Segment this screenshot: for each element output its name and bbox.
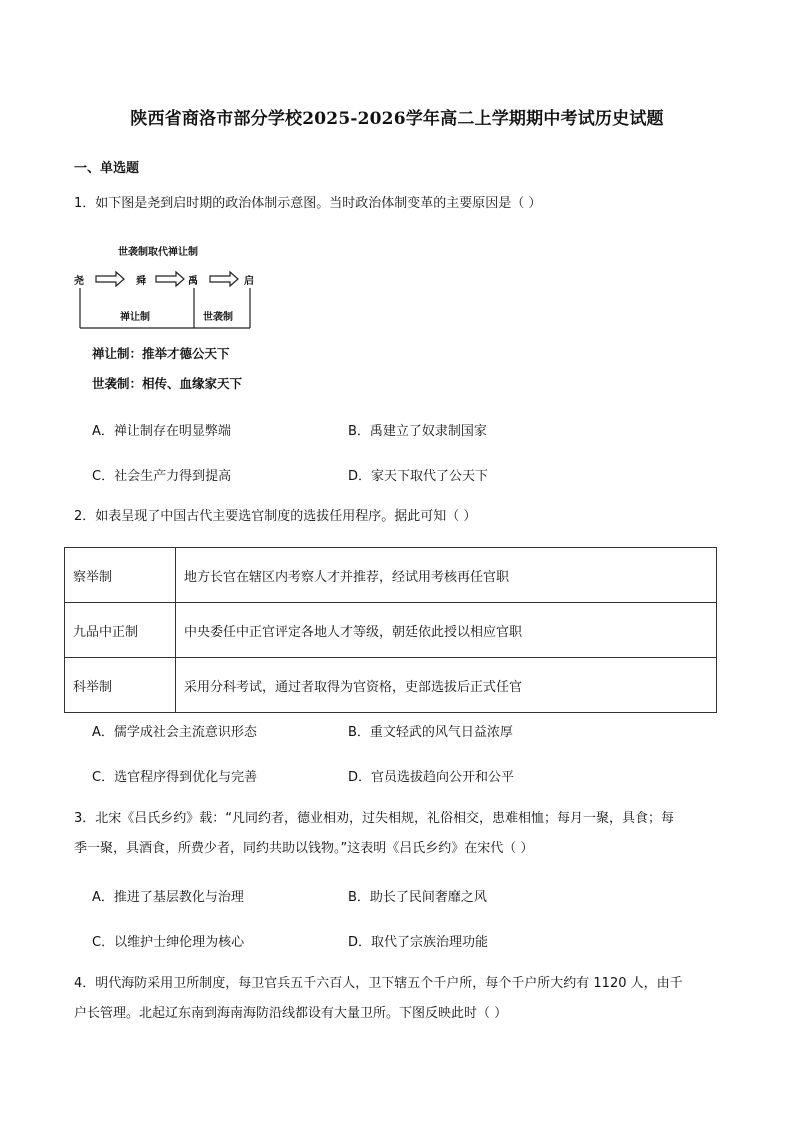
- diagram-node-yao: 尧: [74, 276, 84, 287]
- question-3-stem-line1: 3．北宋《吕氏乡约》载：“凡同约者，德业相劝，过失相规，礼俗相交，患难相恤；每月一聚，具食；每: [74, 811, 675, 826]
- q3-option-c[interactable]: C．以维护士绅伦理为核心: [92, 935, 245, 950]
- diagram-caption-1: 禅让制：推举才德公天下: [92, 346, 230, 361]
- table-cell-desc: 地方长官在辖区内考察人才并推荐，经试用考核再任官职: [176, 548, 717, 603]
- q3-option-d[interactable]: D．取代了宗族治理功能: [348, 935, 489, 950]
- q3-option-b[interactable]: B．助长了民间奢靡之风: [348, 890, 487, 905]
- question-4-stem-line1: 4．明代海防采用卫所制度，每卫官兵五千六百人，卫下辖五个千户所，每个千户所大约有 1120 人，由千: [74, 976, 683, 991]
- q3-option-a[interactable]: A．推进了基层教化与治理: [92, 890, 244, 905]
- q2-option-d[interactable]: D．官员选拔趋向公开和公平: [348, 770, 515, 785]
- q1-option-b[interactable]: B．禹建立了奴隶制国家: [348, 424, 487, 439]
- diagram-lines: [72, 238, 272, 338]
- page-title: 陕西省商洛市部分学校2025-2026学年高二上学期期中考试历史试题: [130, 109, 664, 129]
- diagram-top-label: 世袭制取代禅让制: [118, 247, 198, 258]
- table-row: [65, 603, 717, 658]
- diagram-node-shun: 舜: [136, 276, 146, 287]
- table-cell-name: 科举制: [65, 658, 176, 713]
- diagram-caption-2: 世袭制：相传、血缘家天下: [92, 376, 243, 391]
- q2-option-b[interactable]: B．重文轻武的风气日益浓厚: [348, 725, 513, 740]
- diagram-span-shanrang: 禅让制: [120, 312, 150, 323]
- table-cell-name: 察举制: [65, 548, 176, 603]
- table-cell-name: 九品中正制: [65, 603, 176, 658]
- question-2-stem: 2．如表呈现了中国古代主要选官制度的选拔任用程序。据此可知（ ）: [74, 509, 477, 524]
- question-3-stem-line2: 季一聚，具酒食，所费少者，同约共助以钱物。”这表明《吕氏乡约》在宋代（ ）: [74, 841, 534, 856]
- q2-option-a[interactable]: A．儒学成社会主流意识形态: [92, 725, 257, 740]
- table-row: [65, 548, 717, 603]
- q1-diagram: [72, 238, 272, 398]
- section-heading: 一、单选题: [74, 161, 140, 176]
- arrow-icon: [156, 272, 184, 286]
- diagram-node-yu: 禹: [188, 276, 198, 287]
- q2-option-c[interactable]: C．选官程序得到优化与完善: [92, 770, 258, 785]
- q1-option-c[interactable]: C．社会生产力得到提高: [92, 469, 232, 484]
- arrow-icon: [210, 272, 238, 286]
- question-4-stem-line2: 户长管理。北起辽东南到海南海防沿线都设有大量卫所。下图反映此时（ ）: [74, 1006, 508, 1021]
- q1-option-d[interactable]: D．家天下取代了公天下: [348, 469, 489, 484]
- question-1-stem: 1．如下图是尧到启时期的政治体制示意图。当时政治体制变革的主要原因是（ ）: [74, 196, 542, 211]
- table-cell-desc: 中央委任中正官评定各地人才等级，朝廷依此授以相应官职: [176, 603, 717, 658]
- diagram-node-qi: 启: [244, 276, 254, 287]
- diagram-span-shixi: 世袭制: [203, 312, 233, 323]
- selection-system-table: [64, 547, 717, 713]
- arrow-icon: [96, 272, 124, 286]
- table-cell-desc: 采用分科考试，通过者取得为官资格，吏部选拔后正式任官: [176, 658, 717, 713]
- q1-option-a[interactable]: A．禅让制存在明显弊端: [92, 424, 231, 439]
- table-row: [65, 658, 717, 713]
